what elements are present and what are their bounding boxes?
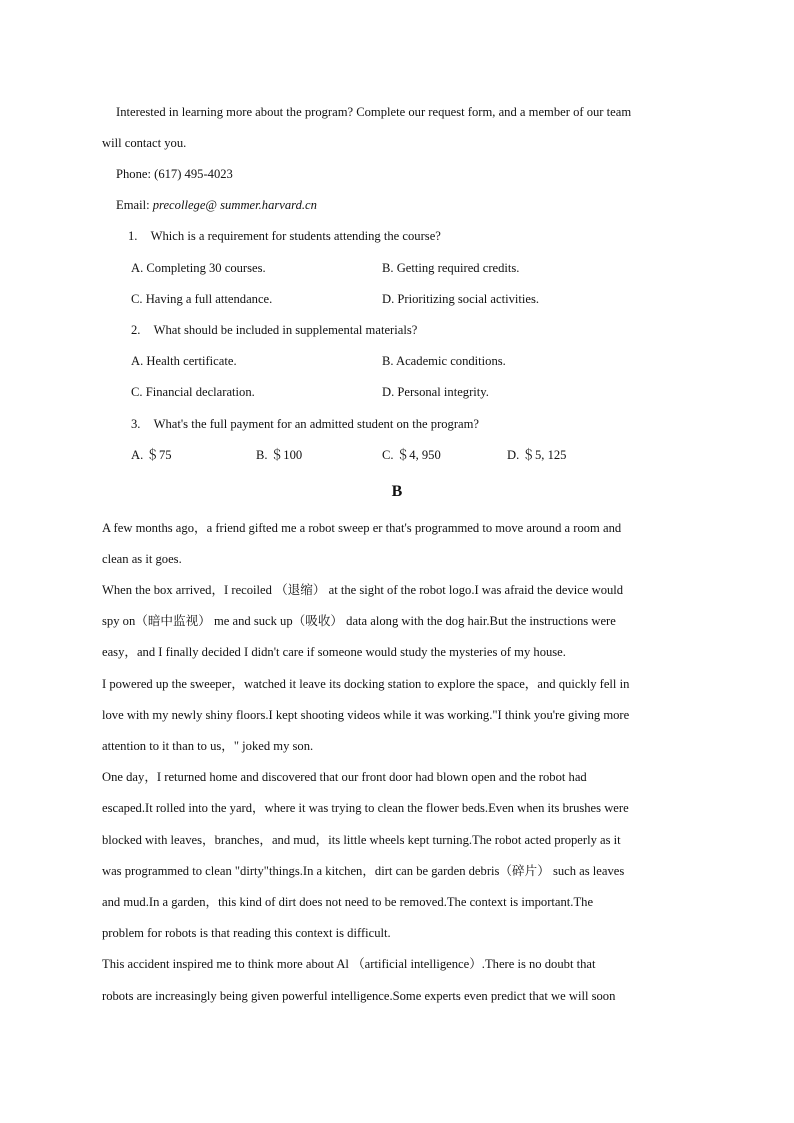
passage-line: attention to it than to us，" joked my son. xyxy=(102,739,314,753)
question-text: Which is a requirement for students attending the course? xyxy=(150,229,441,243)
passage-line: blocked with leaves，branches，and mud，its little wheels kept turning.The robot acted properly as it xyxy=(102,833,621,847)
question-3 xyxy=(131,415,479,433)
section-heading: B xyxy=(391,483,403,500)
q1-option-b: B. Getting required credits. xyxy=(382,261,520,275)
q1-option-c: C. Having a full attendance. xyxy=(131,292,273,306)
passage-line: robots are increasingly being given powerful intelligence.Some experts even predict that we will soon xyxy=(102,989,616,1003)
q2-option-b: B. Academic conditions. xyxy=(382,354,506,368)
intro-line-2: will contact you. xyxy=(102,136,187,150)
passage-line: was programmed to clean "dirty"things.In a kitchen，dirt can be garden debris（碎片） such as leaves xyxy=(102,864,625,878)
q1-option-a: A. Completing 30 courses. xyxy=(131,261,266,275)
q1-option-d: D. Prioritizing social activities. xyxy=(382,292,540,306)
passage-line: I powered up the sweeper，watched it leave its docking station to explore the space，and quickly fell in xyxy=(102,677,630,691)
question-text: What's the full payment for an admitted student on the program? xyxy=(153,417,480,431)
question-2 xyxy=(131,321,417,339)
question-number: 3. xyxy=(131,417,141,431)
question-1 xyxy=(128,227,441,245)
q3-option-d: D. ＄5, 125 xyxy=(507,448,567,462)
question-number: 2. xyxy=(131,323,141,337)
question-text: What should be included in supplemental materials? xyxy=(153,323,418,337)
passage-line: and mud.In a garden，this kind of dirt does not need to be removed.The context is important.The xyxy=(102,895,594,909)
email-label: Email: xyxy=(116,198,150,212)
passage-line: When the box arrived，I recoiled （退缩） at the sight of the robot logo.I was afraid the device would xyxy=(102,583,624,597)
passage-line: problem for robots is that reading this context is difficult. xyxy=(102,926,391,940)
passage-line: escaped.It rolled into the yard，where it was trying to clean the flower beds.Even when its brushes were xyxy=(102,801,629,815)
contact-email-row xyxy=(116,196,317,214)
intro-line-1: Interested in learning more about the program? Complete our request form, and a member of our team xyxy=(116,105,632,119)
passage-line: clean as it goes. xyxy=(102,552,182,566)
passage-line: easy，and I finally decided I didn't care if someone would study the mysteries of my house. xyxy=(102,645,566,659)
q2-option-d: D. Personal integrity. xyxy=(382,385,489,399)
passage-line: spy on（暗中监视） me and suck up（吸收） data along with the dog hair.But the instructions were xyxy=(102,614,616,628)
q3-option-a: A. ＄75 xyxy=(131,448,172,462)
q3-option-c: C. ＄4, 950 xyxy=(382,448,441,462)
q3-option-b: B. ＄100 xyxy=(256,448,303,462)
email-address: precollege@ summer.harvard.cn xyxy=(152,198,317,212)
passage-line: love with my newly shiny floors.I kept shooting videos while it was working."I think you're giving more xyxy=(102,708,630,722)
passage-line: One day，I returned home and discovered that our front door had blown open and the robot had xyxy=(102,770,587,784)
passage-line: A few months ago，a friend gifted me a robot sweep er that's programmed to move around a room and xyxy=(102,521,622,535)
contact-phone: Phone: (617) 495-4023 xyxy=(116,167,233,181)
passage-line: This accident inspired me to think more about Al （artificial intelligence）.There is no doubt that xyxy=(102,957,596,971)
question-number: 1. xyxy=(128,229,138,243)
q2-option-c: C. Financial declaration. xyxy=(131,385,255,399)
q2-option-a: A. Health certificate. xyxy=(131,354,237,368)
